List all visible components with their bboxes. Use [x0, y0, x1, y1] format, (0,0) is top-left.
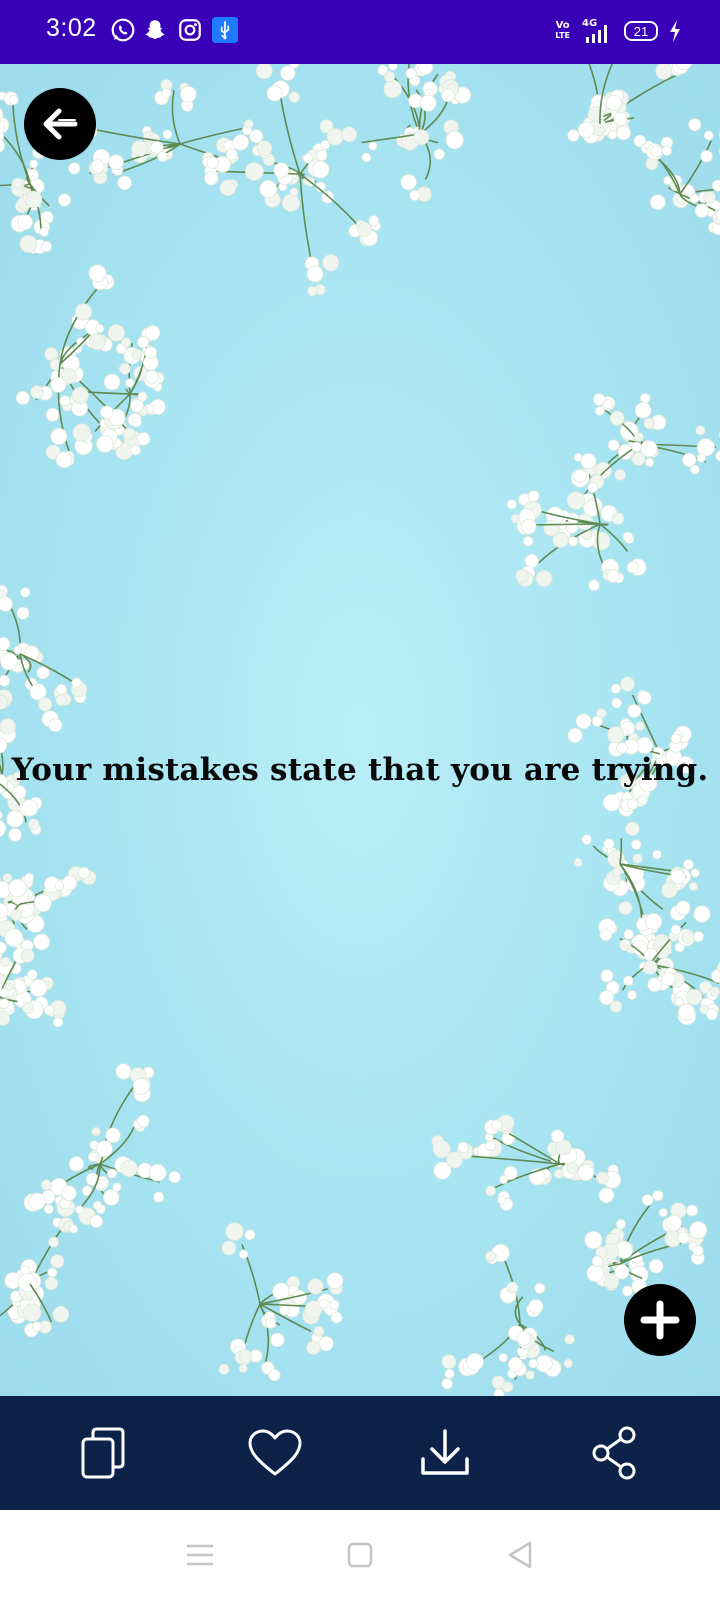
battery-level: 21: [633, 23, 649, 39]
add-button[interactable]: [624, 1284, 696, 1356]
arrow-left-icon: [39, 103, 81, 145]
action-bar: [0, 1396, 720, 1510]
heart-icon: [247, 1428, 303, 1478]
volte-icon: Vo LTE: [555, 20, 570, 40]
back-triangle-icon: [506, 1540, 534, 1570]
recent-apps-icon: [186, 1542, 214, 1568]
system-nav-bar: [0, 1510, 720, 1600]
copy-icon: [79, 1425, 131, 1481]
back-button[interactable]: [24, 88, 96, 160]
copy-button[interactable]: [60, 1408, 150, 1498]
flower-sprig: [568, 677, 694, 816]
home-button[interactable]: [320, 1520, 400, 1590]
flower-sprig: [0, 1218, 78, 1361]
signal-bars-icon: [580, 23, 614, 43]
recent-apps-button[interactable]: [160, 1520, 240, 1590]
quote-text: Your mistakes state that you are trying.: [11, 752, 709, 788]
status-bar: [0, 0, 720, 64]
plus-icon: [638, 1298, 682, 1342]
flower-sprig: [24, 1064, 180, 1228]
status-time: 3:02: [46, 14, 97, 42]
favorite-button[interactable]: [230, 1408, 320, 1498]
flower-sprig: [342, 64, 471, 201]
usb-debug-icon: [212, 17, 238, 43]
share-icon: [589, 1425, 641, 1481]
flower-sprig: [553, 64, 692, 143]
flower-sprig: [585, 1191, 707, 1297]
flower-sprig: [442, 1244, 575, 1396]
quote-wallpaper: [0, 64, 720, 1396]
charging-icon: [668, 19, 682, 43]
flower-sprig: [219, 1223, 343, 1381]
flower-sprig: [432, 1115, 621, 1211]
flower-sprig: [0, 929, 66, 1062]
gypsophila-flowers-image: [0, 64, 720, 1396]
status-right-icons: [555, 18, 682, 44]
flower-sprig: [634, 118, 720, 242]
home-icon: [346, 1541, 374, 1569]
back-nav-button[interactable]: [480, 1520, 560, 1590]
snapchat-icon: [142, 17, 168, 43]
flower-sprig: [205, 64, 381, 296]
share-button[interactable]: [570, 1408, 660, 1498]
download-button[interactable]: [400, 1408, 490, 1498]
flower-sprig: [0, 585, 87, 732]
download-icon: [419, 1427, 471, 1479]
flower-sprig: [0, 866, 96, 937]
signal-icon: 4G: [580, 19, 614, 43]
instagram-icon: [177, 17, 203, 43]
battery-icon: [624, 21, 658, 41]
whatsapp-icon: [110, 17, 136, 43]
